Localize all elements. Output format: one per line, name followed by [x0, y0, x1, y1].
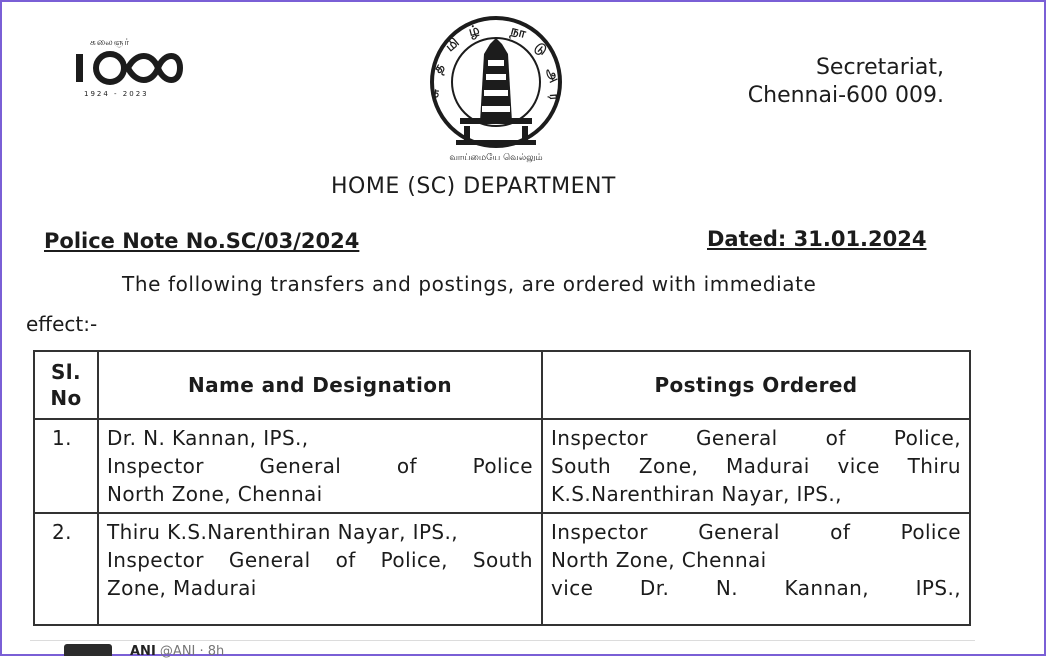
intro-line-2: effect:-: [26, 312, 98, 336]
posting-line: North Zone, Chennai: [551, 548, 767, 572]
row-sl-no: 1.: [34, 419, 98, 513]
police-note-number: Police Note No.SC/03/2024: [44, 229, 360, 253]
posting-line: K.S.Narenthiran Nayar, IPS.,: [551, 482, 842, 506]
svg-text:டு: டு: [531, 39, 550, 59]
logo-100-graphic: [70, 46, 188, 90]
name-line: Thiru K.S.Narenthiran Nayar, IPS.,: [107, 520, 459, 544]
posting-line: Inspector General of Police,: [551, 426, 961, 450]
svg-text:நா: நா: [508, 23, 528, 42]
logo-tamil-text: கலைஞர்: [90, 38, 131, 48]
address-line-1: Secretariat,: [815, 55, 944, 80]
logo-years: 1924 - 2023: [84, 90, 149, 98]
account-handle-text: @ANI · 8h: [159, 644, 225, 659]
address-line-2: Chennai-600 009.: [747, 83, 944, 108]
account-handle[interactable]: [130, 644, 224, 659]
row-name-designation: [98, 419, 542, 513]
posting-line: Inspector General of Police: [551, 520, 961, 544]
address-block: [706, 54, 944, 110]
svg-text:அ: அ: [542, 65, 563, 85]
tweet-preview[interactable]: [64, 644, 584, 659]
posting-line: South Zone, Madurai vice Thiru: [551, 454, 961, 478]
account-name[interactable]: ANI: [130, 644, 156, 659]
tweet-divider: [30, 640, 975, 641]
transfers-table: [33, 350, 971, 626]
table-row: [34, 513, 970, 625]
name-line: Inspector General of Police: [107, 454, 533, 478]
tamil-nadu-emblem: [414, 14, 578, 164]
name-line: Zone, Madurai: [107, 576, 257, 600]
header-sl-line-2: No: [50, 386, 82, 410]
header-sl-no: [34, 351, 98, 419]
row-sl-no: 2.: [34, 513, 98, 625]
header-postings-ordered: Postings Ordered: [542, 351, 970, 419]
svg-text:மி: மி: [442, 35, 463, 56]
intro-line-1: The following transfers and postings, are ordered with immediate: [122, 272, 817, 296]
row-posting-ordered: [542, 419, 970, 513]
svg-text:ர: ர: [546, 93, 562, 102]
emblem-motto: வாய்மையே வெல்லும்: [449, 153, 543, 163]
kalaignar-100-logo: [70, 38, 190, 102]
name-line: North Zone, Chennai: [107, 482, 323, 506]
header-sl-line-1: Sl.: [50, 360, 82, 384]
department-title: HOME (SC) DEPARTMENT: [331, 174, 616, 199]
svg-text:த: த: [430, 61, 448, 76]
name-line: Inspector General of Police, South: [107, 548, 533, 572]
svg-text:ழ்: ழ்: [467, 22, 482, 40]
row-posting-ordered: [542, 513, 970, 625]
header-name-designation: Name and Designation: [98, 351, 542, 419]
row-name-designation: [98, 513, 542, 625]
note-date: Dated: 31.01.2024: [707, 227, 927, 251]
table-row: [34, 419, 970, 513]
svg-text:சு: சு: [427, 88, 443, 99]
table-header-row: [34, 351, 970, 419]
posting-line: vice Dr. N. Kannan, IPS.,: [551, 576, 961, 600]
account-avatar[interactable]: [64, 644, 112, 656]
name-line: Dr. N. Kannan, IPS.,: [107, 426, 309, 450]
